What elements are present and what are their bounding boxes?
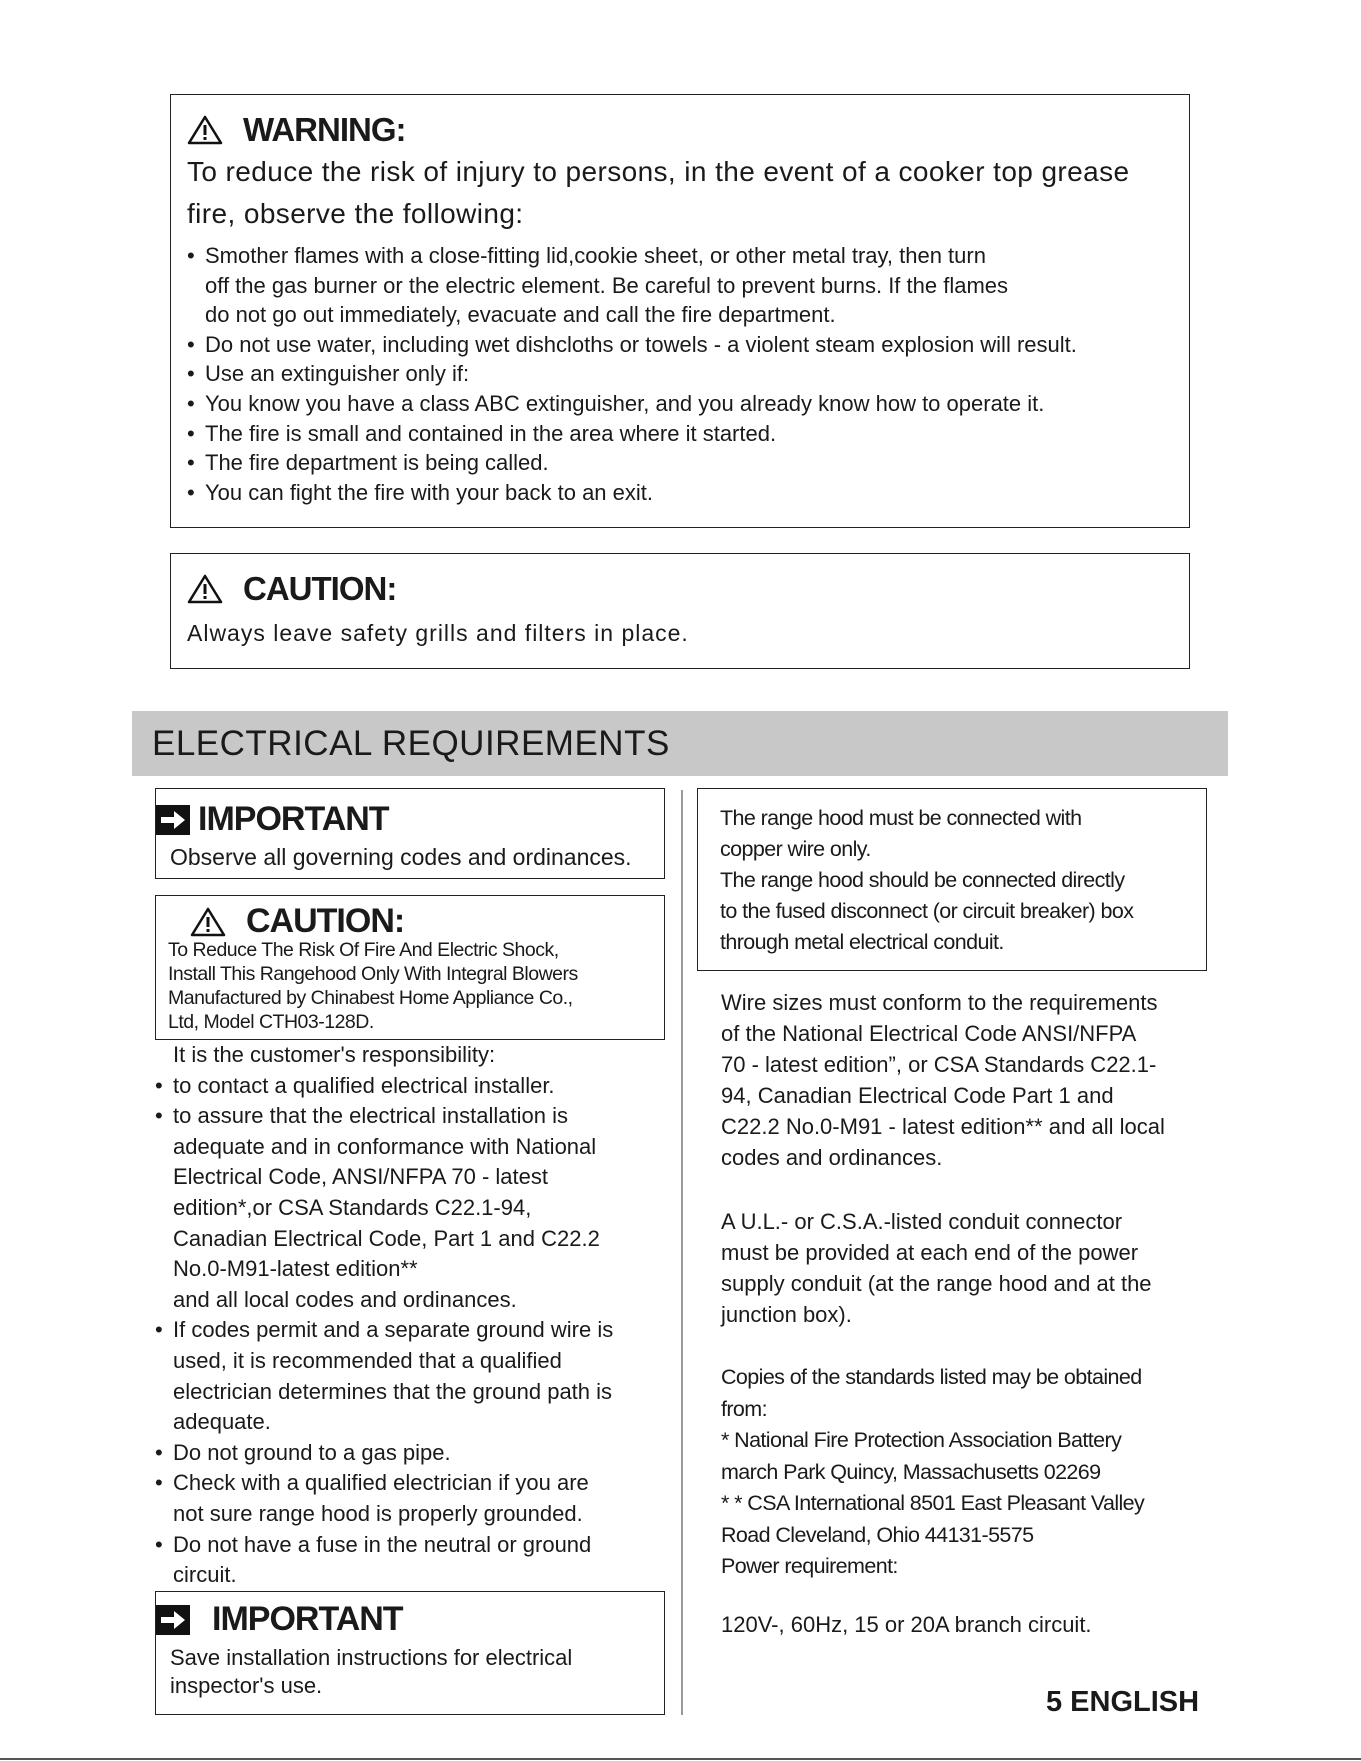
- para-line: Road Cleveland, Ohio 44131-5575: [721, 1522, 1034, 1547]
- warning-intro-line: fire, observe the following:: [187, 198, 524, 229]
- important-2-line: Save installation instructions for electrical: [170, 1645, 573, 1670]
- bullet-line: off the gas burner or the electric element. Be careful to prevent burns. If the flames: [205, 272, 1009, 298]
- page-footer: 5 ENGLISH: [1046, 1686, 1200, 1718]
- bullet-line: do not go out immediately, evacuate and call the fire department.: [205, 302, 836, 328]
- arrow-right-icon: [156, 1605, 190, 1635]
- warning-box: [170, 94, 1190, 528]
- para-line: junction box).: [721, 1302, 852, 1327]
- bullet-line: Electrical Code, ANSI/NFPA 70 - latest: [173, 1164, 548, 1190]
- important-box-1: [155, 788, 665, 879]
- important-2-line: inspector's use.: [170, 1673, 323, 1698]
- right-para-3: [721, 1362, 1144, 1583]
- right-box-text: [720, 803, 1133, 958]
- left-body: [173, 1040, 613, 1591]
- warning-heading: [187, 111, 405, 149]
- section-header-bar: [132, 711, 1228, 776]
- left-bullet: [173, 1101, 613, 1315]
- caution-top-text: Always leave safety grills and filters in place.: [187, 620, 689, 646]
- warning-bullet: • The fire department is being called.: [205, 448, 1077, 478]
- warning-bullet-list: [205, 241, 1077, 507]
- bullet-line: • Do not have a fuse in the neutral or ground: [173, 1531, 592, 1557]
- caution-left-text: [168, 938, 578, 1034]
- warning-triangle-icon: [187, 115, 223, 145]
- para-line: Wire sizes must conform to the requirements: [721, 990, 1158, 1015]
- important-2-heading: [156, 1600, 403, 1639]
- caution-top-box: [170, 553, 1190, 669]
- para-line: C22.2 No.0-M91 - latest edition** and all local: [721, 1114, 1165, 1139]
- left-bullet: • to contact a qualified electrical installer.: [173, 1071, 613, 1102]
- caution-left-line: Install This Rangehood Only With Integral Blowers: [168, 963, 578, 985]
- para-line: * * CSA International 8501 East Pleasant Valley: [721, 1491, 1145, 1515]
- warning-bullet: • The fire is small and contained in the area where it started.: [205, 419, 1077, 449]
- bullet-line: electrician determines that the ground path is: [173, 1378, 613, 1404]
- bullet-line: adequate and in conformance with National: [173, 1133, 597, 1159]
- warning-triangle-icon: [187, 574, 223, 604]
- caution-top-heading: [187, 570, 396, 608]
- right-para-1: [721, 987, 1165, 1173]
- warning-title: WARNING:: [243, 111, 406, 148]
- important-2-title: IMPORTANT: [212, 1600, 403, 1638]
- important-1-text: Observe all governing codes and ordinances.: [170, 844, 632, 870]
- section-title: ELECTRICAL REQUIREMENTS: [152, 724, 670, 763]
- right-box-line: to the fused disconnect (or circuit breaker) box: [720, 899, 1134, 923]
- para-line: Power requirement:: [721, 1554, 898, 1578]
- caution-top-title: CAUTION:: [243, 570, 397, 607]
- caution-left-line: Ltd, Model CTH03-128D.: [168, 1011, 374, 1033]
- caution-left-line: To Reduce The Risk Of Fire And Electric Shock,: [168, 939, 559, 961]
- bullet-line: • to assure that the electrical installation is: [173, 1103, 568, 1129]
- bullet-line: No.0-M91-latest edition**: [173, 1256, 418, 1282]
- para-line: 94, Canadian Electrical Code Part 1 and: [721, 1083, 1114, 1108]
- para-line: codes and ordinances.: [721, 1145, 943, 1170]
- right-box-line: through metal electrical conduit.: [720, 930, 1004, 954]
- bullet-line: and all local codes and ordinances.: [173, 1286, 517, 1312]
- power-requirement-value: 120V-, 60Hz, 15 or 20A branch circuit.: [721, 1612, 1092, 1637]
- bullet-line: • If codes permit and a separate ground wire is: [173, 1317, 614, 1343]
- warning-bullet: • Do not use water, including wet dishcloths or towels - a violent steam explosion will result.: [205, 330, 1077, 360]
- left-body-intro: It is the customer's responsibility:: [173, 1042, 496, 1067]
- bullet-line: adequate.: [173, 1409, 271, 1435]
- para-line: supply conduit (at the range hood and at the: [721, 1271, 1152, 1296]
- column-divider: [681, 790, 683, 1715]
- right-box-line: The range hood should be connected directly: [720, 868, 1125, 892]
- right-para-2: [721, 1206, 1152, 1330]
- right-box-line: The range hood must be connected with: [720, 806, 1082, 830]
- important-1-heading: [156, 800, 389, 839]
- caution-left-heading: [190, 902, 404, 941]
- caution-left-box: [155, 895, 665, 1040]
- bullet-line: • Smother flames with a close-fitting lid,cookie sheet, or other metal tray, then turn: [205, 243, 986, 268]
- warning-bullet: • Use an extinguisher only if:: [205, 359, 1077, 389]
- para-line: * National Fire Protection Association Battery: [721, 1428, 1122, 1452]
- para-line: from:: [721, 1396, 767, 1421]
- warning-bullet: • You can fight the fire with your back to an exit.: [205, 478, 1077, 508]
- right-box-line: copper wire only.: [720, 837, 871, 861]
- caution-left-line: Manufactured by Chinabest Home Appliance Co.,: [168, 987, 573, 1009]
- para-line: 70 - latest edition”, or CSA Standards C22.1-: [721, 1052, 1157, 1077]
- left-bullet: [173, 1315, 613, 1437]
- bullet-line: edition*,or CSA Standards C22.1-94,: [173, 1194, 532, 1220]
- warning-bullet: • You know you have a class ABC extinguisher, and you already know how to operate it.: [205, 389, 1077, 419]
- bullet-line: Canadian Electrical Code, Part 1 and C22.2: [173, 1225, 600, 1251]
- important-2-text: [170, 1644, 572, 1700]
- arrow-right-icon: [156, 805, 190, 835]
- warning-intro-line: To reduce the risk of injury to persons, in the event of a cooker top grease: [187, 156, 1130, 187]
- left-bullet: [173, 1468, 613, 1529]
- left-bullet: • Do not ground to a gas pipe.: [173, 1438, 613, 1469]
- para-line: A U.L.- or C.S.A.-listed conduit connector: [721, 1209, 1123, 1234]
- para-line: march Park Quincy, Massachusetts 02269: [721, 1459, 1101, 1484]
- warning-intro: [187, 151, 1129, 235]
- bullet-line: • Check with a qualified electrician if you are: [173, 1470, 589, 1496]
- warning-bullet: [205, 241, 1077, 330]
- important-1-title: IMPORTANT: [198, 800, 389, 838]
- bullet-line: not sure range hood is properly grounded.: [173, 1500, 583, 1526]
- warning-triangle-icon: [190, 907, 226, 937]
- important-box-2: [155, 1591, 665, 1715]
- bullet-line: used, it is recommended that a qualified: [173, 1347, 562, 1373]
- right-info-box: [697, 788, 1207, 971]
- bullet-line: circuit.: [173, 1562, 237, 1588]
- para-line: of the National Electrical Code ANSI/NFPA: [721, 1021, 1137, 1046]
- para-line: Copies of the standards listed may be obtained: [721, 1365, 1142, 1389]
- left-bullet: [173, 1530, 613, 1591]
- bottom-rule: [0, 1758, 1361, 1760]
- para-line: must be provided at each end of the power: [721, 1240, 1139, 1265]
- caution-left-title: CAUTION:: [246, 902, 405, 940]
